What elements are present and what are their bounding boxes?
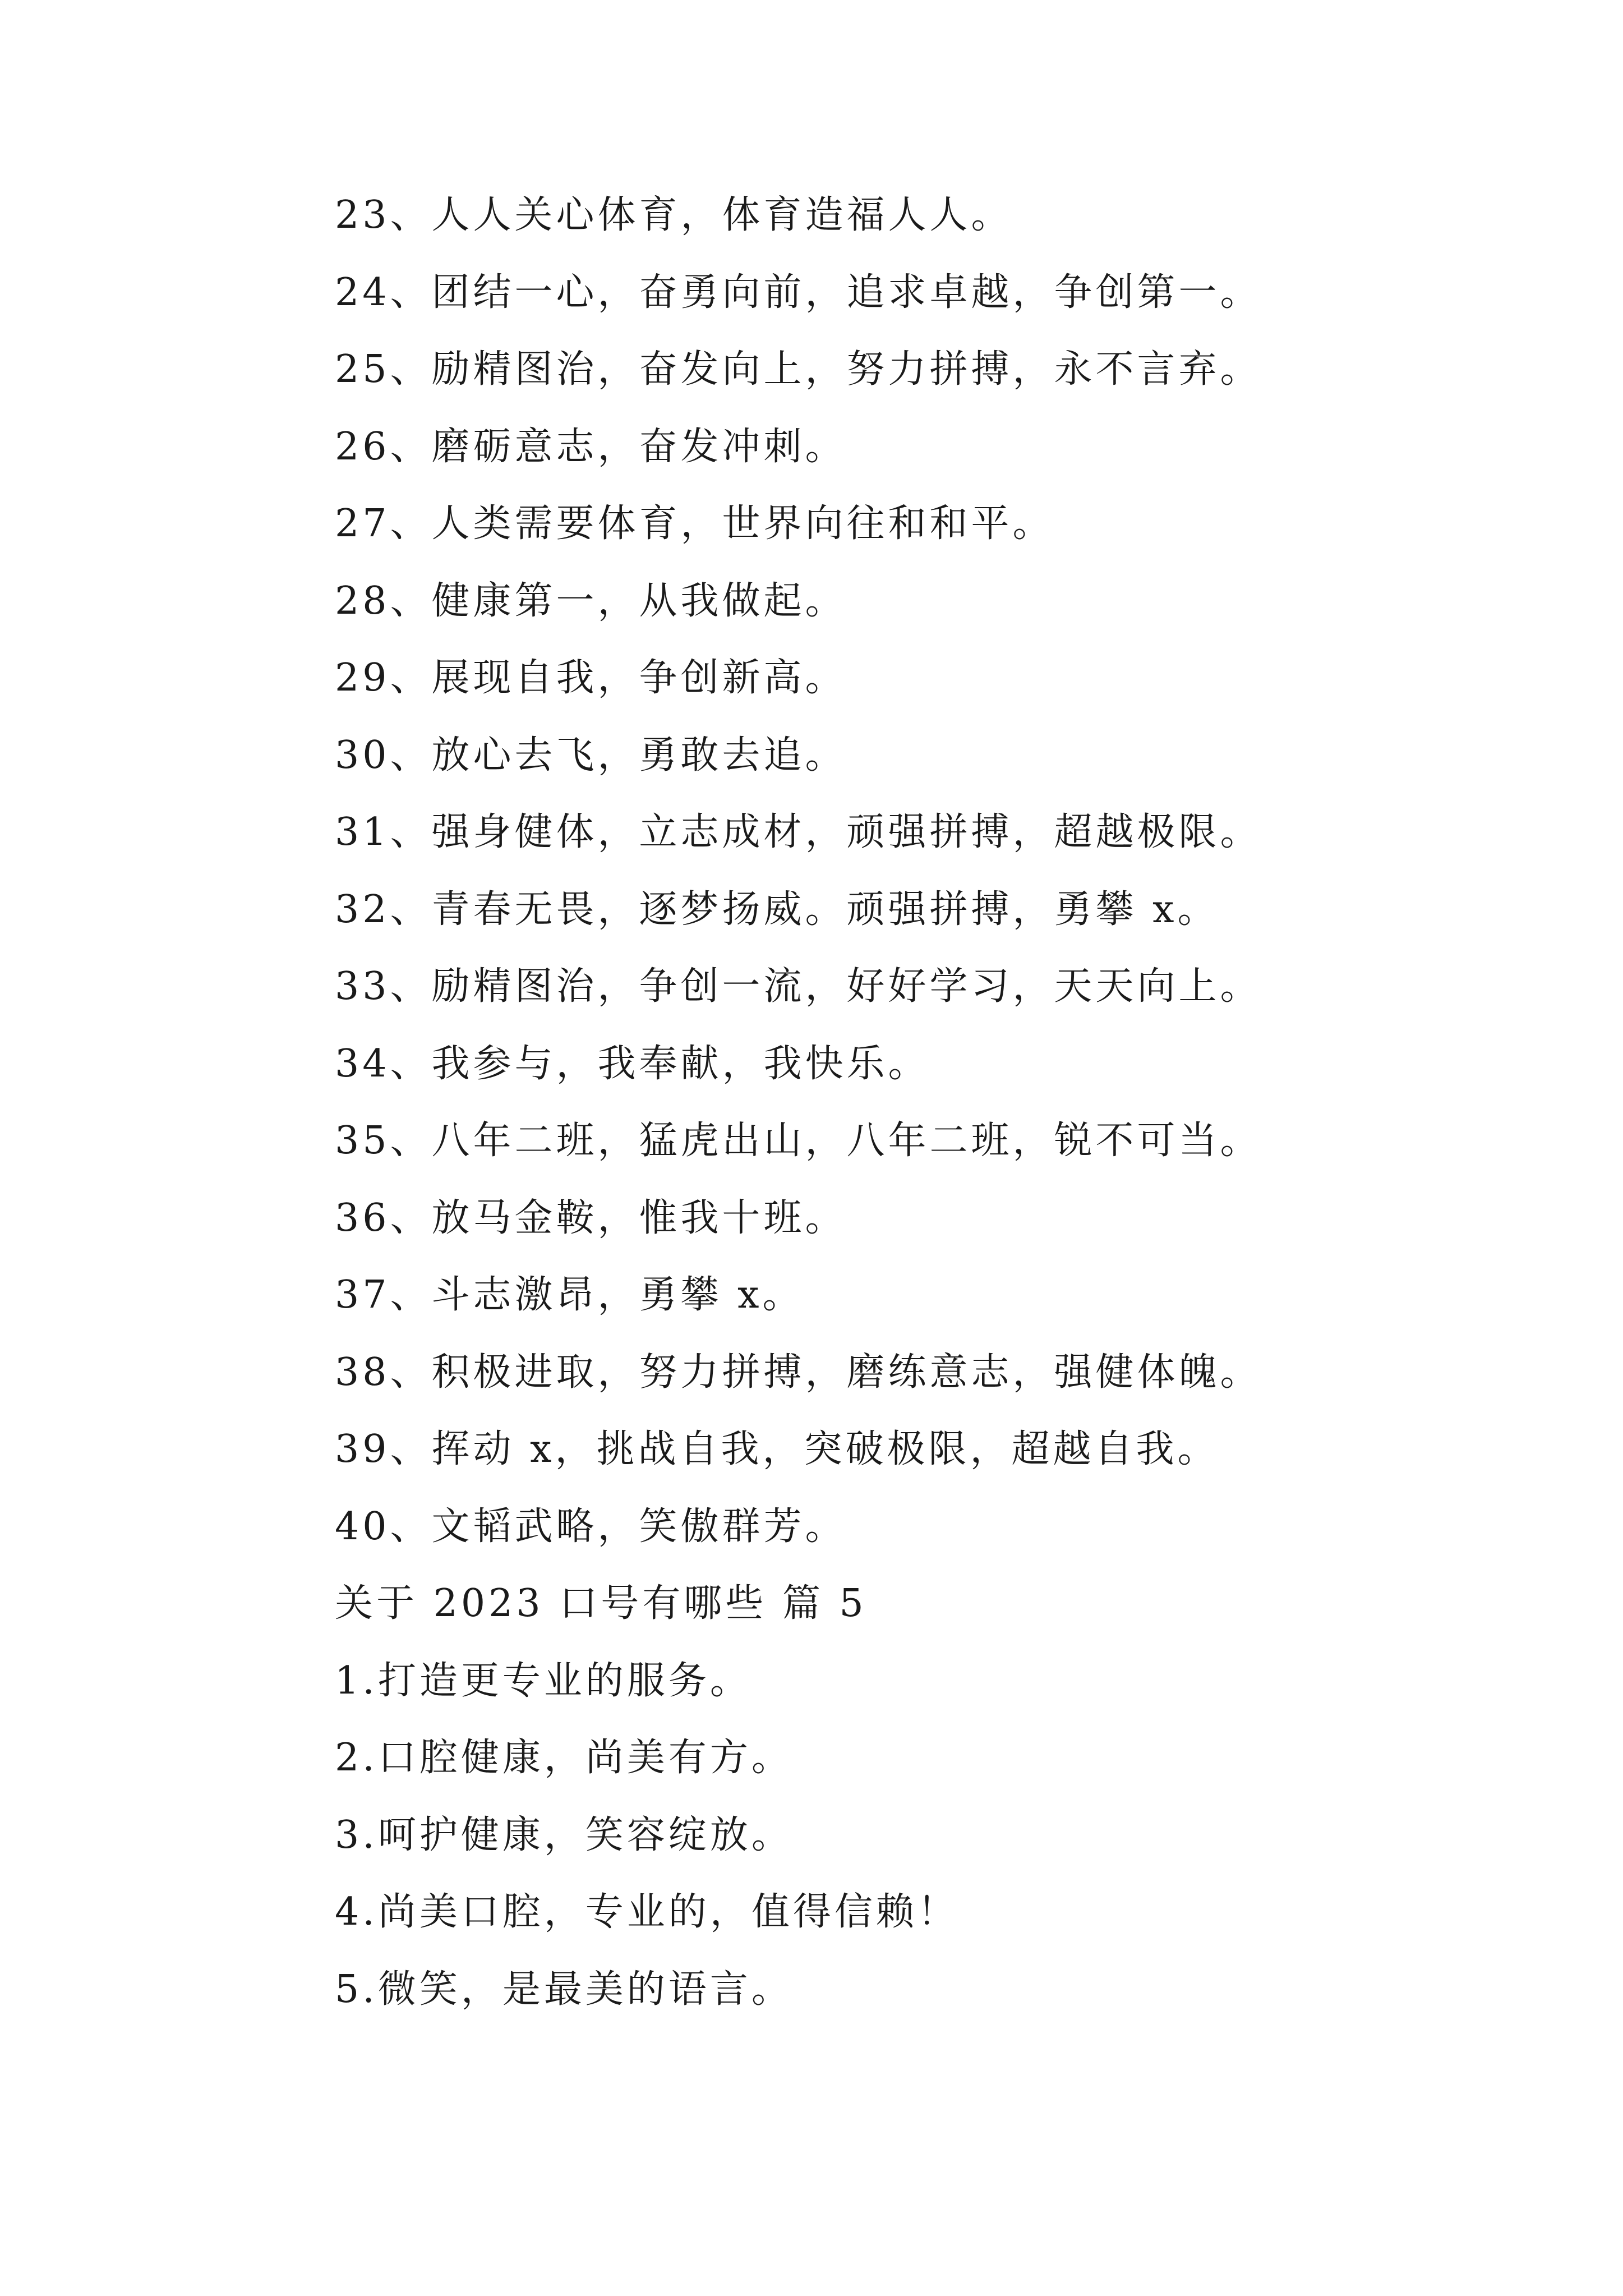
slogan-line-24: 24、团结一心，奋勇向前，追求卓越，争创第一。: [335, 270, 1262, 315]
slogan-line-35: 35、八年二班，猛虎出山，八年二班，锐不可当。: [335, 1119, 1262, 1163]
slogan-line-36: 36、放马金鞍，惟我十班。: [335, 1195, 847, 1240]
list-item-3: 3.呵护健康，笑容绽放。: [335, 1812, 793, 1857]
slogan-line-38: 38、积极进取，努力拼搏，磨练意志，强健体魄。: [335, 1350, 1262, 1395]
document-body: [335, 177, 1456, 2028]
slogan-line-33: 33、励精图治，争创一流，好好学习，天天向上。: [335, 964, 1262, 1009]
slogan-line-26: 26、磨砺意志，奋发冲刺。: [335, 424, 847, 469]
list-item-2: 2.口腔健康，尚美有方。: [335, 1736, 793, 1780]
slogan-line-37: 37、斗志激昂，勇攀 x。: [335, 1273, 804, 1317]
slogan-line-32: 32、青春无畏，逐梦扬威。顽强拼搏，勇攀 x。: [335, 887, 1219, 932]
section-heading: 关于 2023 口号有哪些 篇 5: [335, 1581, 867, 1626]
slogan-line-23: 23、人人关心体育，体育造福人人。: [335, 193, 1013, 237]
slogan-line-34: 34、我参与，我奉献，我快乐。: [335, 1041, 930, 1086]
slogan-line-25: 25、励精图治，奋发向上，努力拼搏，永不言弃。: [335, 347, 1262, 392]
slogan-line-31: 31、强身健体，立志成材，顽强拼搏，超越极限。: [335, 810, 1262, 854]
list-item-5: 5.微笑，是最美的语言。: [335, 1967, 793, 2012]
slogan-line-40: 40、文韬武略，笑傲群芳。: [335, 1504, 847, 1549]
list-item-4: 4.尚美口腔，专业的，值得信赖！: [335, 1890, 959, 1934]
slogan-line-29: 29、展现自我，争创新高。: [335, 656, 847, 700]
list-item-1: 1.打造更专业的服务。: [335, 1658, 751, 1703]
slogan-line-27: 27、人类需要体育，世界向往和和平。: [335, 501, 1054, 546]
slogan-line-28: 28、健康第一，从我做起。: [335, 578, 847, 623]
slogan-line-30: 30、放心去飞，勇敢去追。: [335, 733, 847, 777]
slogan-line-39: 39、挥动 x，挑战自我，突破极限，超越自我。: [335, 1427, 1219, 1471]
